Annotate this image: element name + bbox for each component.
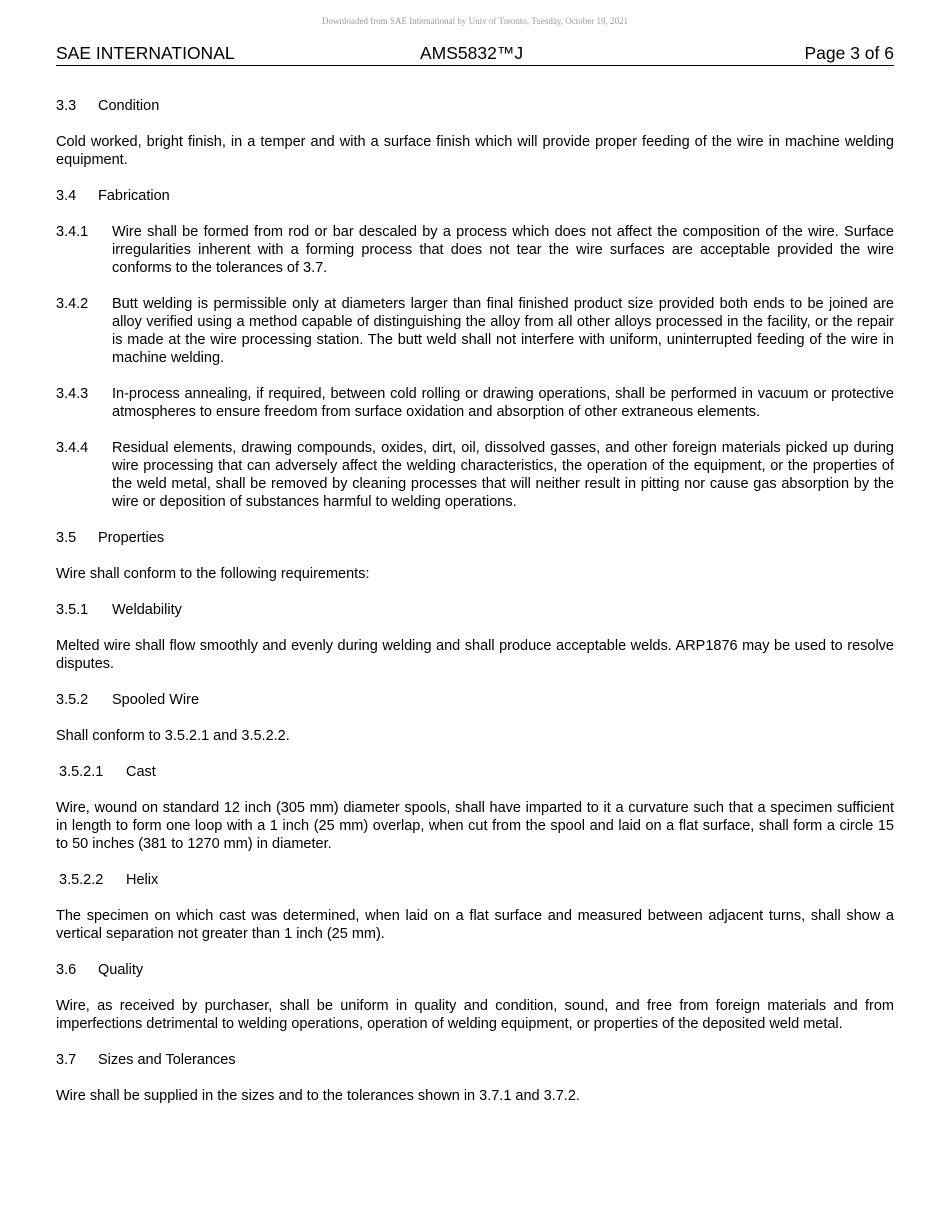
header-document-id: AMS5832™J	[420, 43, 524, 63]
section-heading-3-5-2-1	[56, 763, 894, 781]
clause-3-4-4	[56, 439, 894, 511]
clause-text: Wire shall be formed from rod or bar descaled by a process which does not affect the composition of the wire. Surface irregularities inherent with a forming process that does not tear the wire surfaces are acceptable provided the wire conforms to the tolerances of 3.7.	[112, 224, 894, 276]
section-heading-3-5-2	[56, 691, 894, 709]
clause-text: Residual elements, drawing compounds, oxides, dirt, oil, dissolved gasses, and other foreign materials picked up during wire processing that can adversely affect the welding characteristics, the operation of the equipment, or the properties of the weld metal, shall be removed by cleaning processes that will neither result in pitting nor cause gas absorption by the wire or deposition of substances harmful to welding operations.	[112, 440, 894, 510]
section-text-3-5-2-1: Wire, wound on standard 12 inch (305 mm) diameter spools, shall have imparted to it a curvature such that a specimen sufficient in length to form one loop with a 1 inch (25 mm) overlap, when cut from the spool and laid on a flat surface, shall form a circle 15 to 50 inches (381 to 1270 mm) in diameter.	[56, 800, 894, 852]
page-header	[56, 43, 894, 66]
section-text-3-7: Wire shall be supplied in the sizes and to the tolerances shown in 3.7.1 and 3.7.2.	[56, 1088, 580, 1104]
section-heading-3-5	[56, 529, 894, 547]
section-heading-3-6	[56, 961, 894, 979]
section-text-3-5-2-2: The specimen on which cast was determined, when laid on a flat surface and measured between adjacent turns, shall show a vertical separation not greater than 1 inch (25 mm).	[56, 908, 894, 942]
section-number: 3.5.1	[56, 602, 89, 618]
section-text-3-6: Wire, as received by purchaser, shall be uniform in quality and condition, sound, and free from foreign materials and from imperfections detrimental to welding operations, operation of welding equipment, or properties of the deposited weld metal.	[56, 998, 894, 1032]
section-title: Fabrication	[98, 188, 170, 204]
section-number: 3.7	[56, 1052, 77, 1068]
section-title: Properties	[98, 530, 165, 546]
header-page-number: Page 3 of 6	[804, 43, 894, 63]
clause-number: 3.4.4	[56, 440, 89, 456]
section-title: Spooled Wire	[112, 692, 200, 708]
section-number: 3.5	[56, 530, 77, 546]
clause-3-4-2	[56, 295, 894, 367]
section-heading-3-5-1	[56, 601, 894, 619]
section-number: 3.6	[56, 962, 77, 978]
section-heading-3-4	[56, 187, 894, 205]
clause-number: 3.4.3	[56, 386, 89, 402]
section-title: Sizes and Tolerances	[98, 1052, 236, 1068]
header-organization: SAE INTERNATIONAL	[56, 43, 235, 63]
clause-text: In-process annealing, if required, between cold rolling or drawing operations, shall be performed in vacuum or protective atmospheres to ensure freedom from surface oxidation and absorption of other extraneous elements.	[112, 386, 894, 420]
clause-3-4-1	[56, 223, 894, 277]
section-title: Weldability	[112, 602, 182, 618]
clause-number: 3.4.2	[56, 296, 89, 312]
section-heading-3-5-2-2	[56, 871, 894, 889]
section-number: 3.4	[56, 188, 77, 204]
section-text-3-5-1: Melted wire shall flow smoothly and evenly during welding and shall produce acceptable welds. ARP1876 may be used to resolve disputes.	[56, 638, 894, 672]
download-watermark: Downloaded from SAE International by Univ of Toronto, Tuesday, October 19, 2021	[321, 16, 629, 26]
clause-3-4-3	[56, 385, 894, 421]
clause-text: Butt welding is permissible only at diameters larger than final finished product size provided both ends to be joined are alloy verified using a method capable of distinguishing the alloy from all other alloys processed in the facility, or the repair is made at the wire processing station. The butt weld shall not interfere with uniform, uninterrupted feeding of the wire in machine welding.	[112, 296, 894, 366]
section-number: 3.5.2.2	[59, 872, 104, 888]
section-number: 3.5.2	[56, 692, 89, 708]
section-text-3-3: Cold worked, bright finish, in a temper and with a surface finish which will provide proper feeding of the wire in machine welding equipment.	[56, 134, 894, 168]
section-number: 3.3	[56, 98, 77, 114]
document-body	[56, 97, 894, 1123]
section-title: Cast	[126, 764, 156, 780]
section-text-3-5-2: Shall conform to 3.5.2.1 and 3.5.2.2.	[56, 728, 290, 744]
section-title: Helix	[126, 872, 159, 888]
section-number: 3.5.2.1	[59, 764, 104, 780]
section-heading-3-7	[56, 1051, 894, 1069]
section-heading-3-3	[56, 97, 894, 115]
clause-number: 3.4.1	[56, 224, 89, 240]
section-text-3-5: Wire shall conform to the following requirements:	[56, 566, 370, 582]
section-title: Quality	[98, 962, 144, 978]
section-title: Condition	[98, 98, 160, 114]
